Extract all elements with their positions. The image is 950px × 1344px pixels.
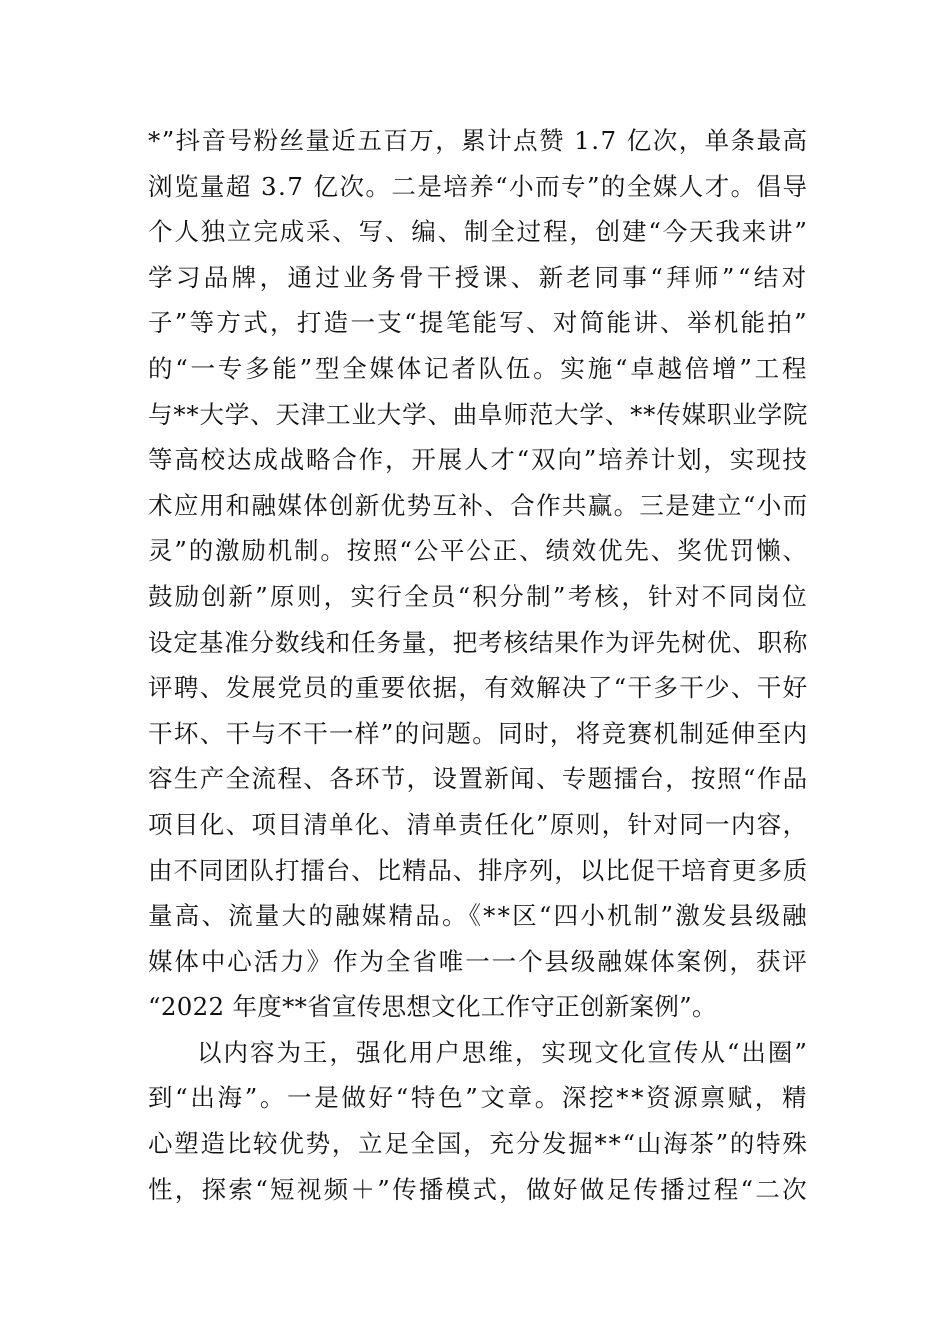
text-line: 性，探索“短视频＋”传播模式，做好做足传播过程“二次: [148, 1174, 809, 1204]
text-line: 的“一专多能”型全媒体记者队伍。实施“卓越倍增”工程: [148, 353, 810, 383]
text-line: 以内容为王，强化用户思维，实现文化宣传从“出圈”: [197, 1037, 809, 1067]
text-line: 术应用和融媒体创新优势互补、合作共赢。三是建立“小而: [148, 490, 809, 520]
text-line: 设定基准分数线和任务量，把考核结果作为评先树优、职称: [148, 627, 809, 657]
text-line: 到“出海”。一是做好“特色”文章。深挖**资源禀赋，精: [148, 1083, 810, 1113]
text-line: 学习品牌，通过业务骨干授课、新老同事“拜师”“结对: [148, 262, 810, 292]
text-line: 评聘、发展党员的重要依据，有效解决了“干多干少、干好: [148, 673, 809, 703]
text-line: 心塑造比较优势，立足全国，充分发掘**“山海茶”的特殊: [148, 1129, 809, 1159]
text-line: 鼓励创新”原则，实行全员“积分制”考核，针对不同岗位: [148, 581, 809, 611]
text-line: 浏览量超 3.7 亿次。二是培养“小而专”的全媒人才。倡导: [148, 171, 809, 201]
text-line: 与**大学、天津工业大学、曲阜师范大学、**传媒职业学院: [148, 399, 809, 429]
text-line: 干坏、干与不干一样”的问题。同时，将竞赛机制延伸至内: [148, 718, 809, 748]
paragraph-1: [148, 118, 808, 1030]
paragraph-2: [148, 1030, 808, 1212]
document-body: [148, 118, 808, 1212]
text-line: 容生产全流程、各环节，设置新闻、专题擂台，按照“作品: [148, 764, 809, 794]
text-line: 由不同团队打擂台、比精品、排序列，以比促干培育更多质: [148, 855, 809, 885]
text-line: “2022 年度**省宣传思想文化工作守正创新案例”。: [148, 992, 717, 1022]
text-line: *”抖音号粉丝量近五百万，累计点赞 1.7 亿次，单条最高: [148, 126, 809, 155]
text-line: 子”等方式，打造一支“提笔能写、对简能讲、举机能拍”: [148, 308, 809, 338]
text-line: 灵”的激励机制。按照“公平公正、绩效优先、奖优罚懒、: [148, 536, 809, 566]
text-line: 个人独立完成采、写、编、制全过程，创建“今天我来讲”: [148, 217, 809, 247]
text-line: 项目化、项目清单化、清单责任化”原则，针对同一内容，: [148, 809, 809, 839]
text-line: 量高、流量大的融媒精品。《**区“四小机制”激发县级融: [148, 901, 809, 931]
text-line: 等高校达成战略合作，开展人才“双向”培养计划，实现技: [148, 445, 809, 475]
text-line: 媒体中心活力》作为全省唯一一个县级融媒体案例，获评: [148, 946, 809, 976]
